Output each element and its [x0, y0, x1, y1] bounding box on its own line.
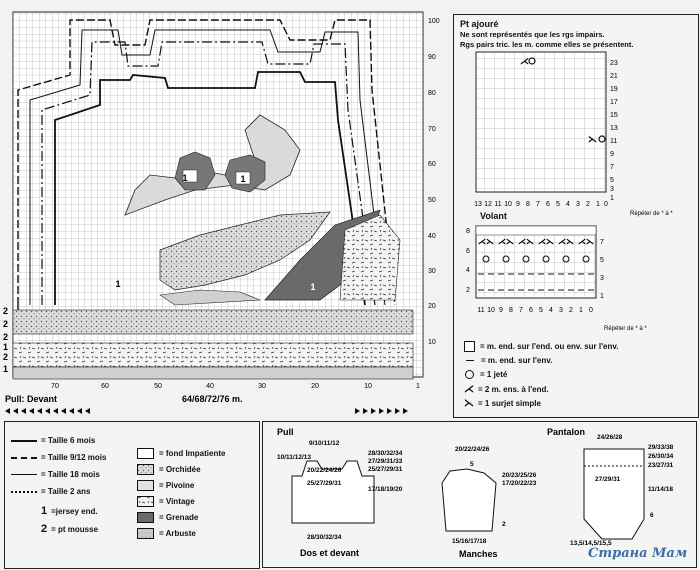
legend-color-orchidee: = Orchidée: [137, 464, 201, 475]
svg-text:6: 6: [466, 248, 470, 255]
legend-size-6mois: = Taille 6 mois: [11, 436, 95, 445]
svg-text:5: 5: [539, 307, 543, 314]
svg-text:0: 0: [604, 201, 608, 208]
svg-text:2: 2: [3, 319, 9, 329]
svg-text:10: 10: [364, 383, 372, 390]
svg-text:15: 15: [610, 112, 618, 119]
swatch-grenade: [137, 512, 154, 523]
svg-text:23: 23: [610, 60, 618, 67]
svg-text:7: 7: [536, 201, 540, 208]
svg-text:20: 20: [311, 383, 319, 390]
svg-text:9/10/11/12: 9/10/11/12: [309, 440, 340, 447]
pt-ajoure-title: Pt ajouré: [460, 19, 499, 29]
volant-bottom-axis: [477, 307, 593, 314]
svg-text:80: 80: [428, 90, 436, 97]
svg-text:23/27/31: 23/27/31: [648, 462, 674, 469]
svg-text:2: 2: [569, 307, 573, 314]
svg-text:28/30/32/34: 28/30/32/34: [368, 450, 403, 457]
motif-label-body: 1: [115, 279, 121, 289]
svg-text:20/23/25/26: 20/23/25/26: [502, 472, 537, 479]
legend-size-9-12mois: = Taille 9/12 mois: [11, 453, 106, 462]
svg-text:6: 6: [546, 201, 550, 208]
svg-text:1: 1: [416, 383, 420, 390]
svg-text:10: 10: [487, 307, 495, 314]
svg-text:5: 5: [470, 461, 474, 468]
svg-text:10: 10: [428, 339, 436, 346]
svg-text:13: 13: [474, 201, 482, 208]
svg-text:3: 3: [576, 201, 580, 208]
svg-text:11: 11: [494, 201, 502, 208]
symbol-row-empty: = m. end. sur l'end. ou env. sur l'env.: [464, 341, 618, 352]
svg-text:2: 2: [586, 201, 590, 208]
svg-text:6: 6: [650, 512, 654, 519]
symbol-row-ssk: ⋋ = 1 surjet simple: [464, 398, 541, 409]
svg-text:27/29/31: 27/29/31: [595, 476, 621, 483]
svg-text:17: 17: [610, 99, 618, 106]
band-orchidee: [13, 310, 413, 334]
svg-text:3: 3: [610, 186, 614, 193]
svg-text:70: 70: [51, 383, 59, 390]
svg-text:9: 9: [516, 201, 520, 208]
svg-text:⋌⋋: ⋌⋋: [478, 237, 494, 246]
bottom-axis: [51, 383, 420, 390]
svg-text:50: 50: [154, 383, 162, 390]
svg-text:1: 1: [579, 307, 583, 314]
legend-stitch-2: 2 = pt mousse: [41, 523, 99, 535]
svg-text:2: 2: [466, 287, 470, 294]
right-axis: [428, 18, 440, 346]
svg-text:11: 11: [477, 307, 485, 314]
svg-text:10/11/12/13: 10/11/12/13: [277, 454, 311, 461]
svg-text:2: 2: [3, 352, 9, 362]
band-vintage: [13, 343, 413, 367]
svg-text:⋌⋋: ⋌⋋: [538, 237, 554, 246]
svg-text:5: 5: [556, 201, 560, 208]
motif-label-left: 1: [182, 173, 188, 183]
svg-text:13,5/14,5/15,5: 13,5/14,5/15,5: [570, 540, 612, 547]
legend-color-impatiente: = fond Impatiente: [137, 448, 225, 459]
svg-text:40: 40: [206, 383, 214, 390]
band-arbuste: [13, 367, 413, 379]
svg-text:50: 50: [428, 197, 436, 204]
legend-color-grenade: = Grenade: [137, 512, 198, 523]
motif-label-grenade: 1: [310, 282, 316, 292]
svg-text:25/27/29/31: 25/27/29/31: [368, 466, 403, 473]
svg-text:40: 40: [428, 233, 436, 240]
legend-color-vintage: = Vintage: [137, 496, 195, 507]
svg-text:13: 13: [610, 125, 618, 132]
svg-text:4: 4: [566, 201, 570, 208]
svg-text:9: 9: [610, 151, 614, 158]
volant-grid: [454, 222, 698, 332]
svg-text:2: 2: [3, 306, 9, 316]
svg-text:1: 1: [3, 342, 9, 352]
svg-text:⋌⋋: ⋌⋋: [518, 237, 534, 246]
volant-title: Volant: [480, 211, 507, 221]
symbol-row-k2tog: ⋌ = 2 m. ens. à l'end.: [464, 384, 549, 395]
svg-text:8: 8: [466, 228, 470, 235]
svg-text:3: 3: [559, 307, 563, 314]
svg-text:21: 21: [610, 73, 618, 80]
svg-text:1: 1: [3, 364, 9, 374]
pantalon-title: Pantalon: [547, 427, 586, 437]
circle-icon: [465, 370, 474, 379]
main-chart: [0, 0, 440, 415]
svg-text:7: 7: [519, 307, 523, 314]
svg-text:20: 20: [428, 303, 436, 310]
chart-caption-sizes: 64/68/72/76 m.: [182, 394, 243, 404]
svg-text:6: 6: [529, 307, 533, 314]
svg-text:5: 5: [610, 177, 614, 184]
pt-ajoure-note1: Ne sont représentés que les rgs impairs.: [460, 30, 605, 39]
arrow-row-left: [5, 408, 90, 414]
legend-panel: [4, 421, 260, 569]
svg-text:7: 7: [610, 164, 614, 171]
svg-text:⋌⋋: ⋌⋋: [558, 237, 574, 246]
left-marks: [3, 306, 8, 374]
pull-title: Pull: [277, 427, 294, 437]
svg-text:5: 5: [600, 257, 604, 264]
volant-right-axis: [600, 239, 604, 300]
svg-text:24/26/28: 24/26/28: [597, 434, 623, 441]
swatch-vintage: [137, 496, 154, 507]
symbol-row-dash: = m. end. sur l'env.: [464, 356, 552, 365]
k2tog-icon: ⋌: [464, 384, 474, 395]
svg-text:17/20/22/23: 17/20/22/23: [502, 480, 537, 487]
decrease-mark-1: ⋌: [520, 56, 529, 66]
swatch-pivoine: [137, 480, 154, 491]
swatch-arbuste: [137, 528, 154, 539]
legend-size-18mois: = Taille 18 mois: [11, 470, 100, 479]
decrease-mark-2: ⋋: [588, 134, 597, 144]
svg-text:1: 1: [610, 195, 614, 202]
sleeve-caption: Manches: [459, 549, 498, 559]
pt-ajoure-note2: Rgs pairs tric. les m. comme elles se présentent.: [460, 40, 634, 49]
svg-text:1: 1: [596, 201, 600, 208]
svg-text:9: 9: [499, 307, 503, 314]
svg-text:11/14/18: 11/14/18: [648, 486, 673, 493]
svg-text:0: 0: [589, 307, 593, 314]
svg-text:70: 70: [428, 126, 436, 133]
svg-text:26/30/34: 26/30/34: [648, 453, 674, 460]
legend-color-pivoine: = Pivoine: [137, 480, 194, 491]
svg-text:27/29/31/33: 27/29/31/33: [368, 458, 403, 465]
front-caption: Dos et devant: [300, 548, 360, 558]
svg-text:29/33/38: 29/33/38: [648, 444, 674, 451]
watermark: Страна Мам: [588, 546, 688, 561]
svg-text:10: 10: [504, 201, 512, 208]
svg-text:100: 100: [428, 18, 440, 25]
swatch-orchidee: [137, 464, 154, 475]
svg-text:7: 7: [600, 239, 604, 246]
svg-text:2: 2: [502, 521, 506, 528]
svg-text:12: 12: [484, 201, 492, 208]
pt-ajoure-right-axis: [610, 60, 618, 202]
svg-text:20/22/24/26: 20/22/24/26: [307, 467, 342, 474]
stitch-panel: [453, 14, 699, 418]
pt-ajoure-repeat: Répéter de * à *: [630, 211, 673, 217]
svg-text:4: 4: [549, 307, 553, 314]
legend-size-2ans: = Taille 2 ans: [11, 487, 90, 496]
svg-text:11: 11: [610, 138, 618, 145]
svg-text:19: 19: [610, 86, 618, 93]
svg-text:20/22/24/26: 20/22/24/26: [455, 446, 490, 453]
pt-ajoure-grid: [454, 48, 698, 218]
symbol-row-circle: = 1 jeté: [464, 370, 507, 379]
chart-caption-left: Pull: Devant: [5, 394, 58, 404]
svg-text:8: 8: [526, 201, 530, 208]
svg-text:17/18/19/20: 17/18/19/20: [368, 486, 403, 493]
pt-ajoure-bottom-axis: [474, 201, 608, 208]
dash-icon: [466, 360, 474, 361]
sleeve-shape: [442, 469, 496, 531]
legend-stitch-1: 1 =jersey end.: [41, 505, 98, 517]
svg-text:⋌⋋: ⋌⋋: [498, 237, 514, 246]
svg-text:1: 1: [600, 293, 604, 300]
arrow-row-right: [355, 408, 408, 414]
svg-text:3: 3: [600, 275, 604, 282]
ssk-icon: ⋋: [464, 398, 474, 409]
legend-color-arbuste: = Arbuste: [137, 528, 196, 539]
pants-shape: [584, 449, 644, 539]
svg-text:90: 90: [428, 54, 436, 61]
svg-text:25/27/29/31: 25/27/29/31: [307, 480, 342, 487]
svg-text:⋌⋋: ⋌⋋: [578, 237, 594, 246]
svg-text:15/16/17/18: 15/16/17/18: [452, 538, 487, 545]
volant-left-axis: [466, 228, 470, 294]
volant-repeat: Répéter de * à *: [604, 326, 647, 332]
svg-text:60: 60: [428, 161, 436, 168]
svg-text:60: 60: [101, 383, 109, 390]
motif-label-right: 1: [240, 174, 246, 184]
svg-text:4: 4: [466, 267, 470, 274]
svg-text:30: 30: [258, 383, 266, 390]
svg-text:28/30/32/34: 28/30/32/34: [307, 534, 342, 541]
swatch-impatiente: [137, 448, 154, 459]
empty-square-icon: [464, 341, 475, 352]
svg-text:30: 30: [428, 268, 436, 275]
svg-text:2: 2: [3, 332, 9, 342]
svg-text:8: 8: [509, 307, 513, 314]
